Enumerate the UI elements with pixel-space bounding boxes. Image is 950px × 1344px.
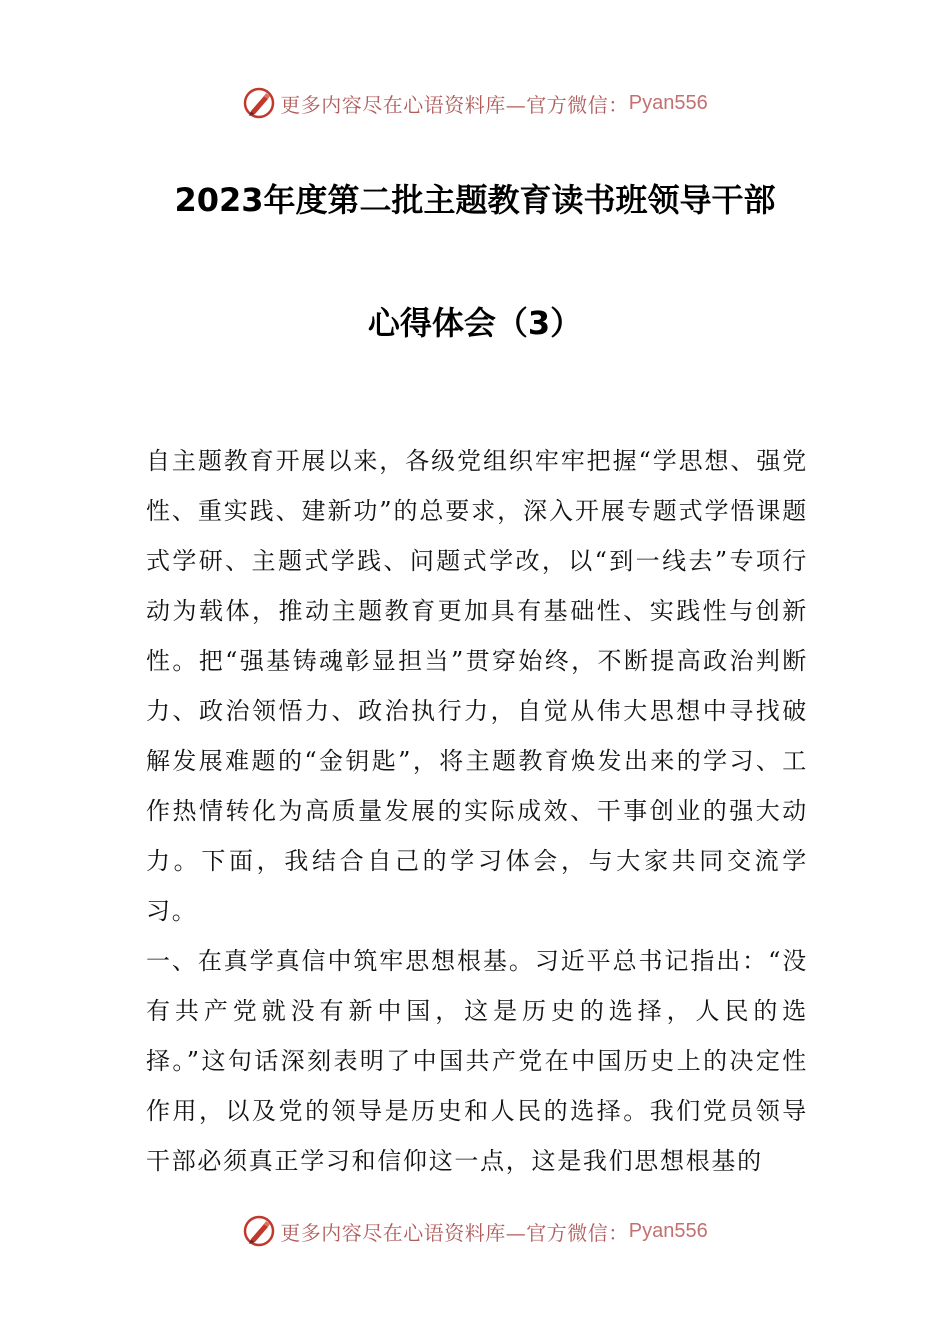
document-title-line-1: 2023年度第二批主题教育读书班领导干部 [174,181,776,219]
document-title-line-2: 心得体会（3） [367,304,583,342]
paragraph-section-1: 一、在真学真信中筑牢思想根基。习近平总书记指出：“没有共产党就没有新中国，这是历史的选择，人民的选择。”这句话深刻表明了中国共产党在中国历史上的决定性作用，以及党的领导是历史和人民的选择。我们党员领导干部必须真正学习和信仰这一点，这是我们思想根基的 [146,947,808,1175]
footer-banner [0,1206,950,1256]
footer-banner-account: Pyan556 [628,1219,708,1242]
header-banner [0,78,950,128]
header-banner-account: Pyan556 [628,91,708,114]
header-banner-text: 更多内容尽在心语资料库—官方微信： [280,92,629,117]
document-body [146,436,808,1186]
pen-seal-logo-icon [242,1214,276,1248]
paragraph-intro: 自主题教育开展以来，各级党组织牢牢把握“学思想、强党性、重实践、建新功”的总要求，深入开展专题式学悟课题式学研、主题式学践、问题式学改，以“到一线去”专项行动为载体，推动主题教育更加具有基础性、实践性与创新性。把“强基铸魂彰显担当”贯穿始终，不断提高政治判断力、政治领悟力、政治执行力，自觉从伟大思想中寻找破解发展难题的“金钥匙”，将主题教育焕发出来的学习、工作热情转化为高质量发展的实际成效、干事创业的强大动力。下面，我结合自己的学习体会，与大家共同交流学习。 [146,447,808,925]
pen-seal-logo-icon [242,86,276,120]
footer-banner-text: 更多内容尽在心语资料库—官方微信： [280,1220,629,1245]
